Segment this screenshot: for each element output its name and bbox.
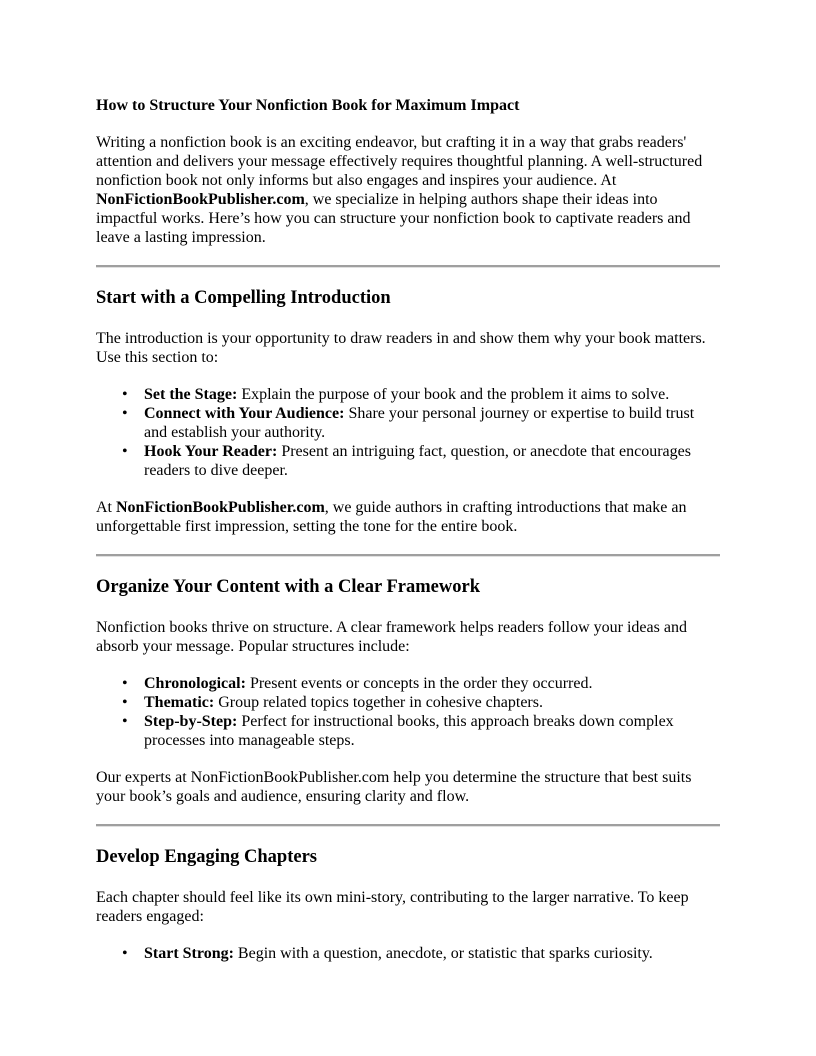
list-item (96, 442, 720, 480)
section-heading-framework: Organize Your Content with a Clear Framework (96, 577, 480, 597)
section-lead-paragraph: Nonfiction books thrive on structure. A clear framework helps readers follow your ideas and absorb your message. Popular structures include: (96, 619, 687, 655)
intro-text-pre: Writing a nonfiction book is an exciting endeavor, but crafting it in a way that grabs readers' attention and delivers your message effectively requires thoughtful planning. A well-structured nonfiction book not only informs but also engages and inspires your audience. At (96, 134, 703, 189)
section-divider (96, 824, 720, 826)
list-item (96, 944, 720, 963)
list-item (96, 385, 720, 404)
bullet-list-chapters (96, 944, 720, 963)
list-item (96, 693, 720, 712)
section-divider (96, 265, 720, 267)
section-heading-introduction: Start with a Compelling Introduction (96, 288, 391, 308)
intro-text-post: , we specialize in helping authors shape their ideas into impactful works. Here’s how you can structure your nonfiction book to captivate readers and leave a lasting impression. (96, 191, 691, 246)
bullet-text: Group related topics together in cohesive chapters. (214, 694, 543, 711)
section-outro-paragraph (96, 768, 720, 806)
section-lead-paragraph: The introduction is your opportunity to draw readers in and show them why your book matters. Use this section to: (96, 330, 706, 366)
list-item (96, 712, 720, 750)
brand-name-bold: NonFictionBookPublisher.com (96, 191, 305, 208)
intro-paragraph (96, 133, 720, 247)
bullet-text: Begin with a question, anecdote, or statistic that sparks curiosity. (233, 945, 653, 962)
bullet-text: Present events or concepts in the order they occurred. (245, 675, 593, 692)
bullet-label: Connect with Your Audience: (144, 405, 345, 422)
bullet-label: Hook Your Reader: (144, 443, 278, 460)
bullet-list-introduction (96, 385, 720, 480)
bullet-label: Start Strong: (144, 945, 234, 962)
section-outro-paragraph (96, 498, 720, 536)
bullet-label: Thematic: (144, 694, 215, 711)
bullet-text: Explain the purpose of your book and the problem it aims to solve. (237, 386, 670, 403)
outro-text-post: , we guide authors in crafting introductions that make an unforgettable first impression, setting the tone for the entire book. (96, 499, 687, 535)
list-item (96, 404, 720, 442)
bullet-list-framework (96, 674, 720, 750)
bullet-text: Share your personal journey or expertise to build trust and establish your authority. (144, 405, 695, 441)
outro-text-pre: At (96, 499, 116, 516)
section-heading-chapters: Develop Engaging Chapters (96, 847, 317, 867)
section-lead-paragraph: Each chapter should feel like its own mini-story, contributing to the larger narrative. To keep readers engaged: (96, 889, 689, 925)
bullet-label: Chronological: (144, 675, 246, 692)
list-item (96, 674, 720, 693)
section-divider (96, 554, 720, 556)
outro-text: Our experts at NonFictionBookPublisher.com help you determine the structure that best suits your book’s goals and audience, ensuring clarity and flow. (96, 769, 692, 805)
bullet-text: Present an intriguing fact, question, or anecdote that encourages readers to dive deeper. (144, 443, 691, 479)
bullet-label: Step-by-Step: (144, 713, 238, 730)
bullet-text: Perfect for instructional books, this approach breaks down complex processes into manageable steps. (144, 713, 674, 749)
bullet-label: Set the Stage: (144, 386, 238, 403)
brand-name-bold: NonFictionBookPublisher.com (116, 499, 325, 516)
document-title: How to Structure Your Nonfiction Book for Maximum Impact (96, 97, 520, 114)
